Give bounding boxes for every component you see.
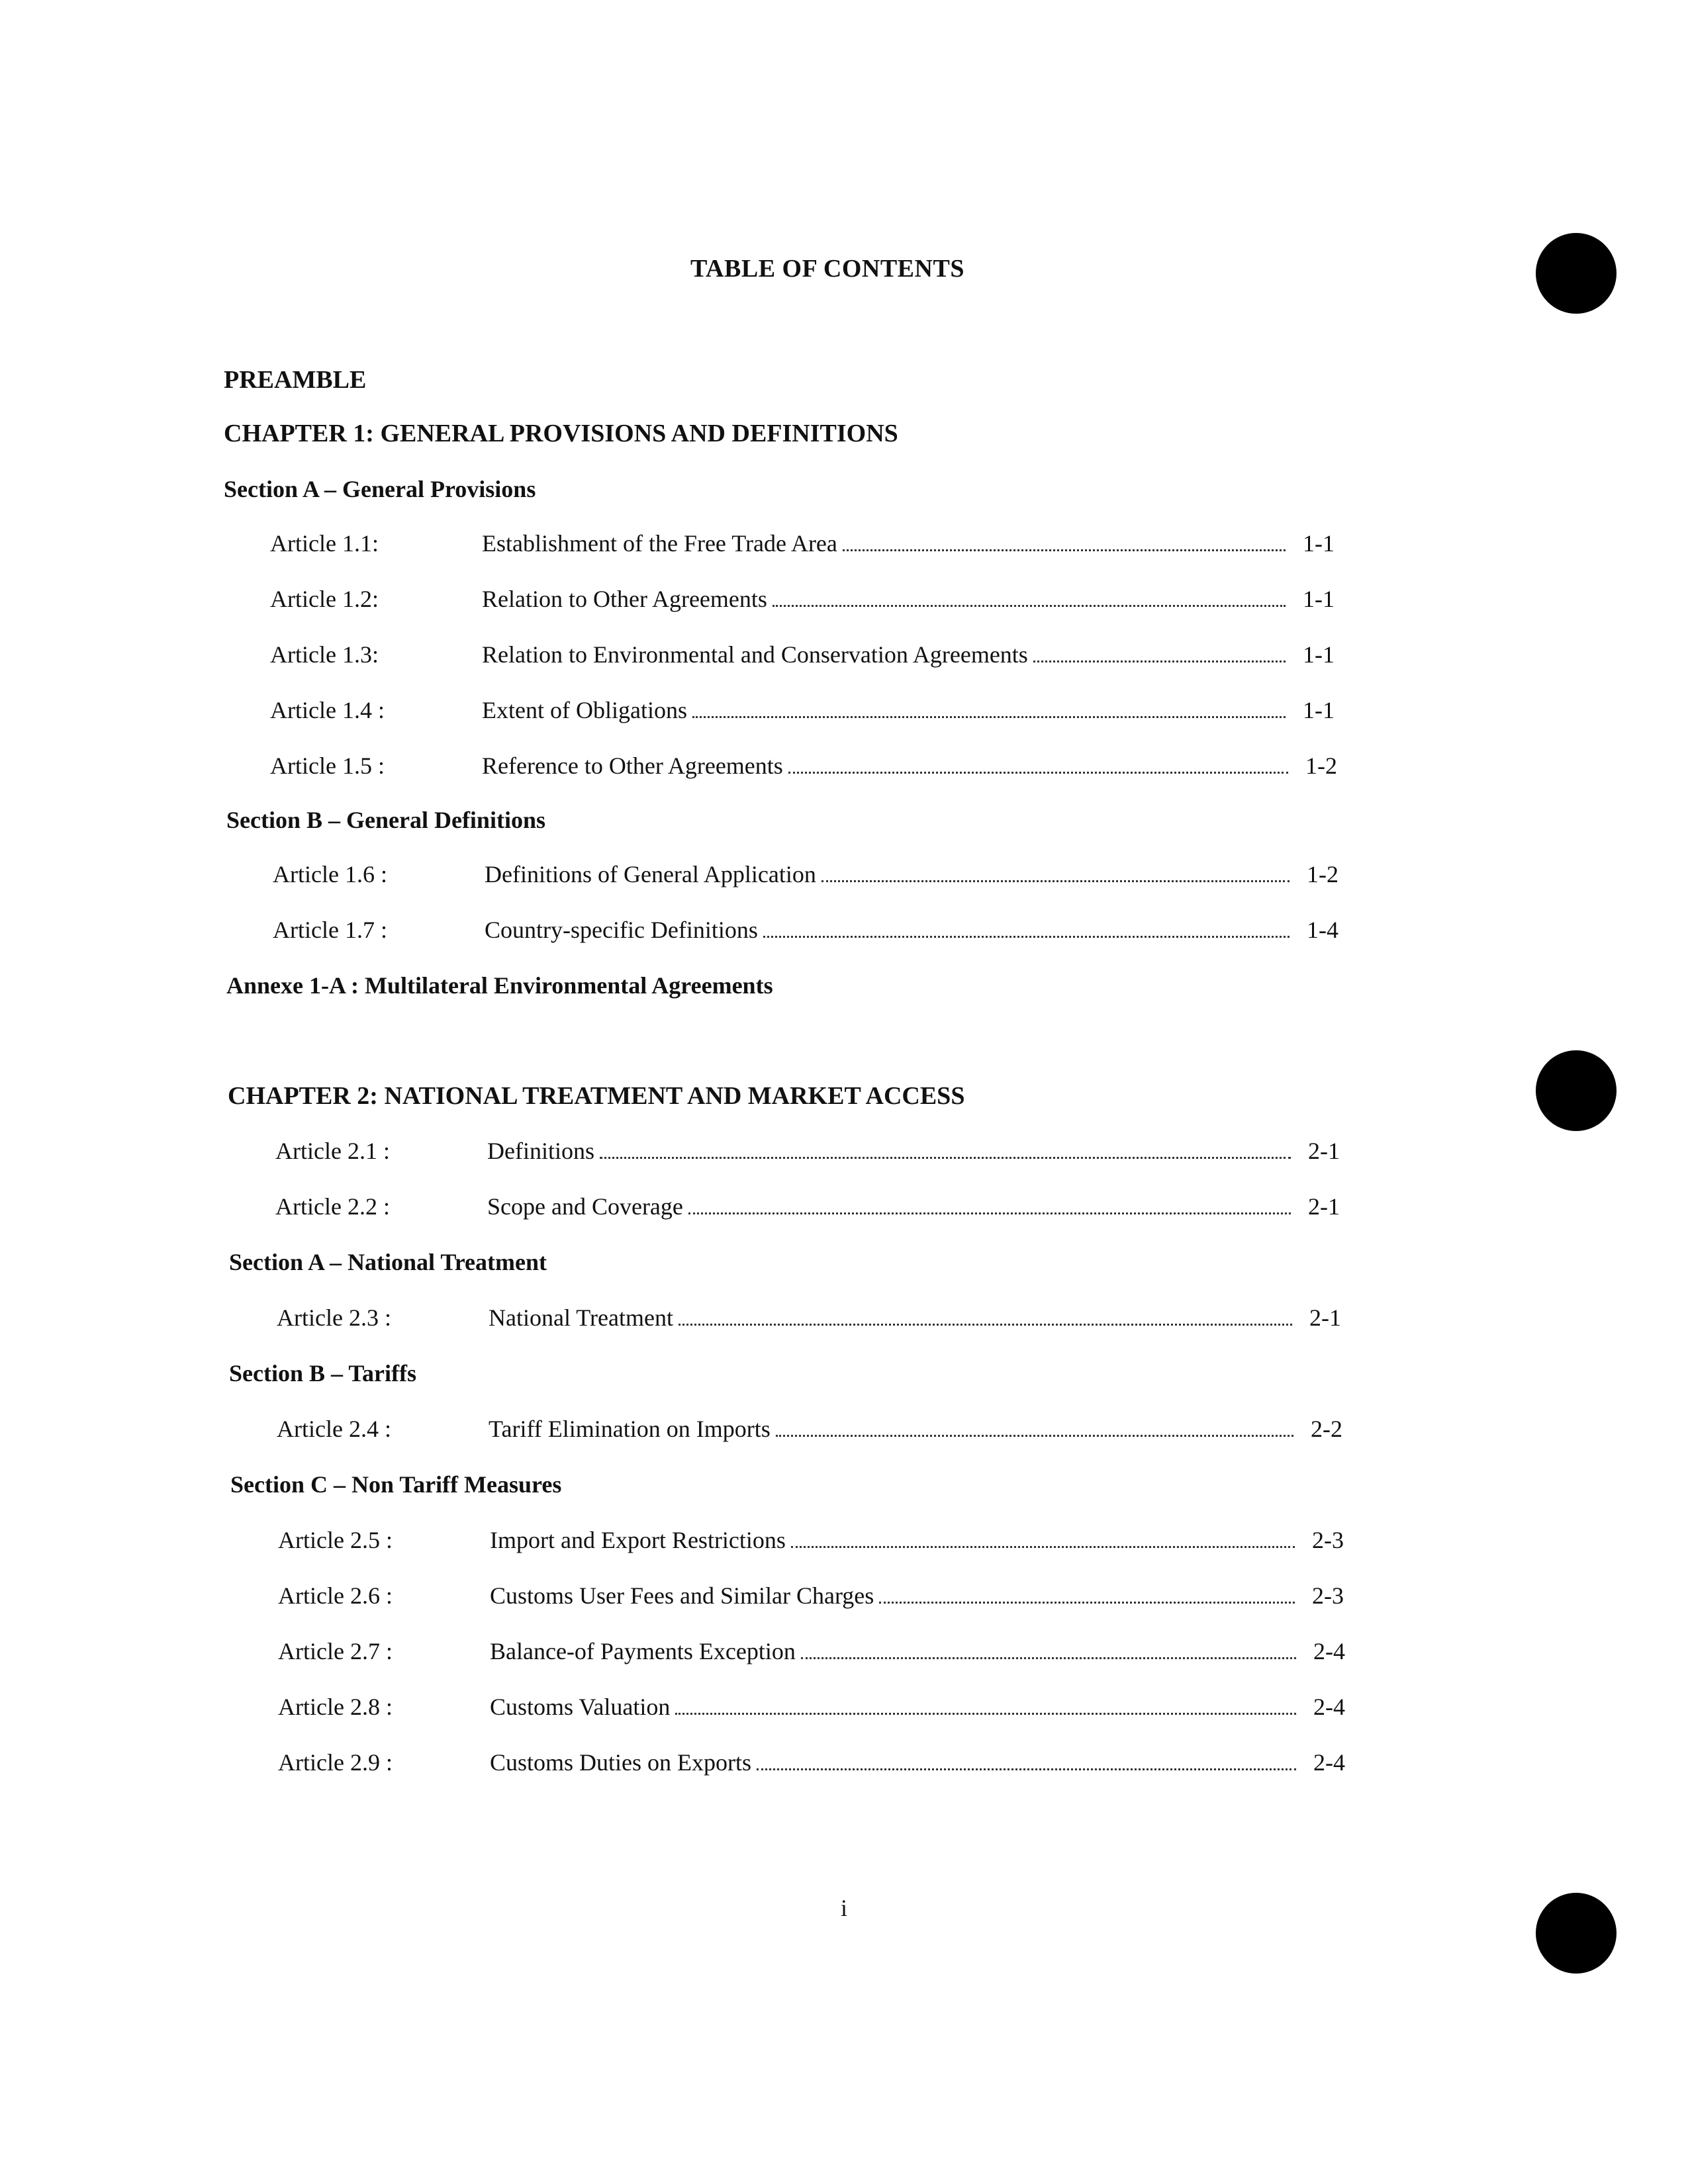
page-reference: 1-1: [1303, 586, 1335, 612]
toc-entry: [270, 752, 1340, 785]
page-number: i: [840, 1895, 847, 1921]
dot-leader: [1033, 660, 1286, 662]
chapter-2-heading: CHAPTER 2: NATIONAL TREATMENT AND MARKET ACCESS: [228, 1082, 965, 1110]
article-number: Article 2.4 :: [277, 1416, 391, 1442]
toc-entry: [277, 1415, 1345, 1448]
dot-leader: [675, 1713, 1296, 1715]
article-title: Import and Export Restrictions: [490, 1526, 791, 1554]
chapter-2-section-b-heading: Section B – Tariffs: [229, 1360, 417, 1387]
article-title: Relation to Other Agreements: [482, 585, 773, 613]
article-title: Extent of Obligations: [482, 696, 692, 724]
toc-entry: [270, 529, 1337, 563]
article-title: Country-specific Definitions: [485, 916, 763, 944]
punch-hole: [1536, 1893, 1617, 1974]
page-reference: 1-1: [1303, 641, 1335, 668]
page-reference: 2-1: [1309, 1304, 1341, 1331]
preamble-heading: PREAMBLE: [224, 366, 367, 394]
dot-leader: [763, 936, 1289, 938]
article-title: Customs Valuation: [490, 1693, 675, 1721]
article-number: Article 1.2:: [270, 586, 379, 612]
article-number: Article 1.7 :: [273, 917, 387, 943]
page-reference: 2-4: [1313, 1638, 1345, 1664]
article-number: Article 2.1 :: [275, 1138, 390, 1164]
dot-leader: [821, 880, 1289, 882]
toc-entry: [278, 1637, 1348, 1670]
page-reference: 2-1: [1308, 1138, 1340, 1164]
toc-entry: [278, 1582, 1346, 1615]
annex-heading: Annexe 1-A : Multilateral Environmental Agreements: [226, 972, 773, 999]
dot-leader: [757, 1768, 1296, 1770]
toc-entry: [270, 641, 1337, 674]
punch-hole: [1536, 233, 1617, 314]
toc-entry: [278, 1693, 1348, 1726]
article-number: Article 2.2 :: [275, 1193, 390, 1220]
article-title: Customs User Fees and Similar Charges: [490, 1582, 879, 1610]
chapter-2-section-a-heading: Section A – National Treatment: [229, 1249, 547, 1275]
dot-leader: [791, 1546, 1295, 1548]
toc-entry: [275, 1193, 1342, 1226]
article-number: Article 1.5 :: [270, 752, 385, 779]
page-reference: 1-4: [1307, 917, 1338, 943]
article-number: Article 1.6 :: [273, 861, 387, 887]
dot-leader: [688, 1212, 1291, 1214]
chapter-1-section-b-heading: Section B – General Definitions: [226, 807, 545, 833]
article-title: Reference to Other Agreements: [482, 752, 788, 780]
page-reference: 1-2: [1305, 752, 1337, 779]
article-title: Relation to Environmental and Conservation Agreements: [482, 641, 1033, 668]
page-reference: 2-3: [1312, 1527, 1344, 1553]
dot-leader: [788, 772, 1288, 774]
article-number: Article 2.8 :: [278, 1694, 393, 1720]
page-reference: 2-3: [1312, 1582, 1344, 1609]
toc-entry: [270, 585, 1337, 618]
article-number: Article 2.7 :: [278, 1638, 393, 1664]
article-number: Article 1.4 :: [270, 697, 385, 723]
toc-entry: [277, 1304, 1344, 1337]
page-reference: 2-4: [1313, 1749, 1345, 1776]
article-title: Establishment of the Free Trade Area: [482, 529, 843, 557]
dot-leader: [692, 716, 1286, 718]
dot-leader: [879, 1602, 1295, 1604]
chapter-2-section-c-heading: Section C – Non Tariff Measures: [230, 1471, 562, 1498]
article-number: Article 1.3:: [270, 641, 379, 668]
article-number: Article 1.1:: [270, 530, 379, 557]
toc-entry: [273, 916, 1341, 949]
page-reference: 1-1: [1303, 530, 1335, 557]
article-title: Scope and Coverage: [487, 1193, 688, 1220]
page-reference: 1-1: [1303, 697, 1335, 723]
article-number: Article 2.9 :: [278, 1749, 393, 1776]
dot-leader: [600, 1157, 1291, 1159]
toc-entry: [278, 1749, 1348, 1782]
page-title: TABLE OF CONTENTS: [690, 255, 964, 283]
chapter-1-heading: CHAPTER 1: GENERAL PROVISIONS AND DEFINITIONS: [224, 420, 898, 447]
article-number: Article 2.6 :: [278, 1582, 393, 1609]
article-title: Definitions of General Application: [485, 860, 821, 888]
dot-leader: [776, 1435, 1293, 1437]
toc-entry: [270, 696, 1337, 729]
article-title: Customs Duties on Exports: [490, 1749, 757, 1776]
article-title: Tariff Elimination on Imports: [489, 1415, 776, 1443]
article-title: Balance-of Payments Exception: [490, 1637, 801, 1665]
chapter-1-section-a-heading: Section A – General Provisions: [224, 476, 536, 502]
page-reference: 1-2: [1307, 861, 1338, 887]
page-reference: 2-2: [1311, 1416, 1342, 1442]
article-title: Definitions: [487, 1137, 600, 1165]
article-number: Article 2.3 :: [277, 1304, 391, 1331]
article-title: National Treatment: [489, 1304, 679, 1332]
dot-leader: [679, 1324, 1292, 1326]
toc-entry: [273, 860, 1341, 893]
dot-leader: [843, 549, 1286, 551]
article-number: Article 2.5 :: [278, 1527, 393, 1553]
page-reference: 2-1: [1308, 1193, 1340, 1220]
punch-hole: [1536, 1050, 1617, 1131]
dot-leader: [773, 605, 1286, 607]
toc-entry: [275, 1137, 1342, 1170]
dot-leader: [801, 1657, 1296, 1659]
page-reference: 2-4: [1313, 1694, 1345, 1720]
toc-entry: [278, 1526, 1346, 1559]
